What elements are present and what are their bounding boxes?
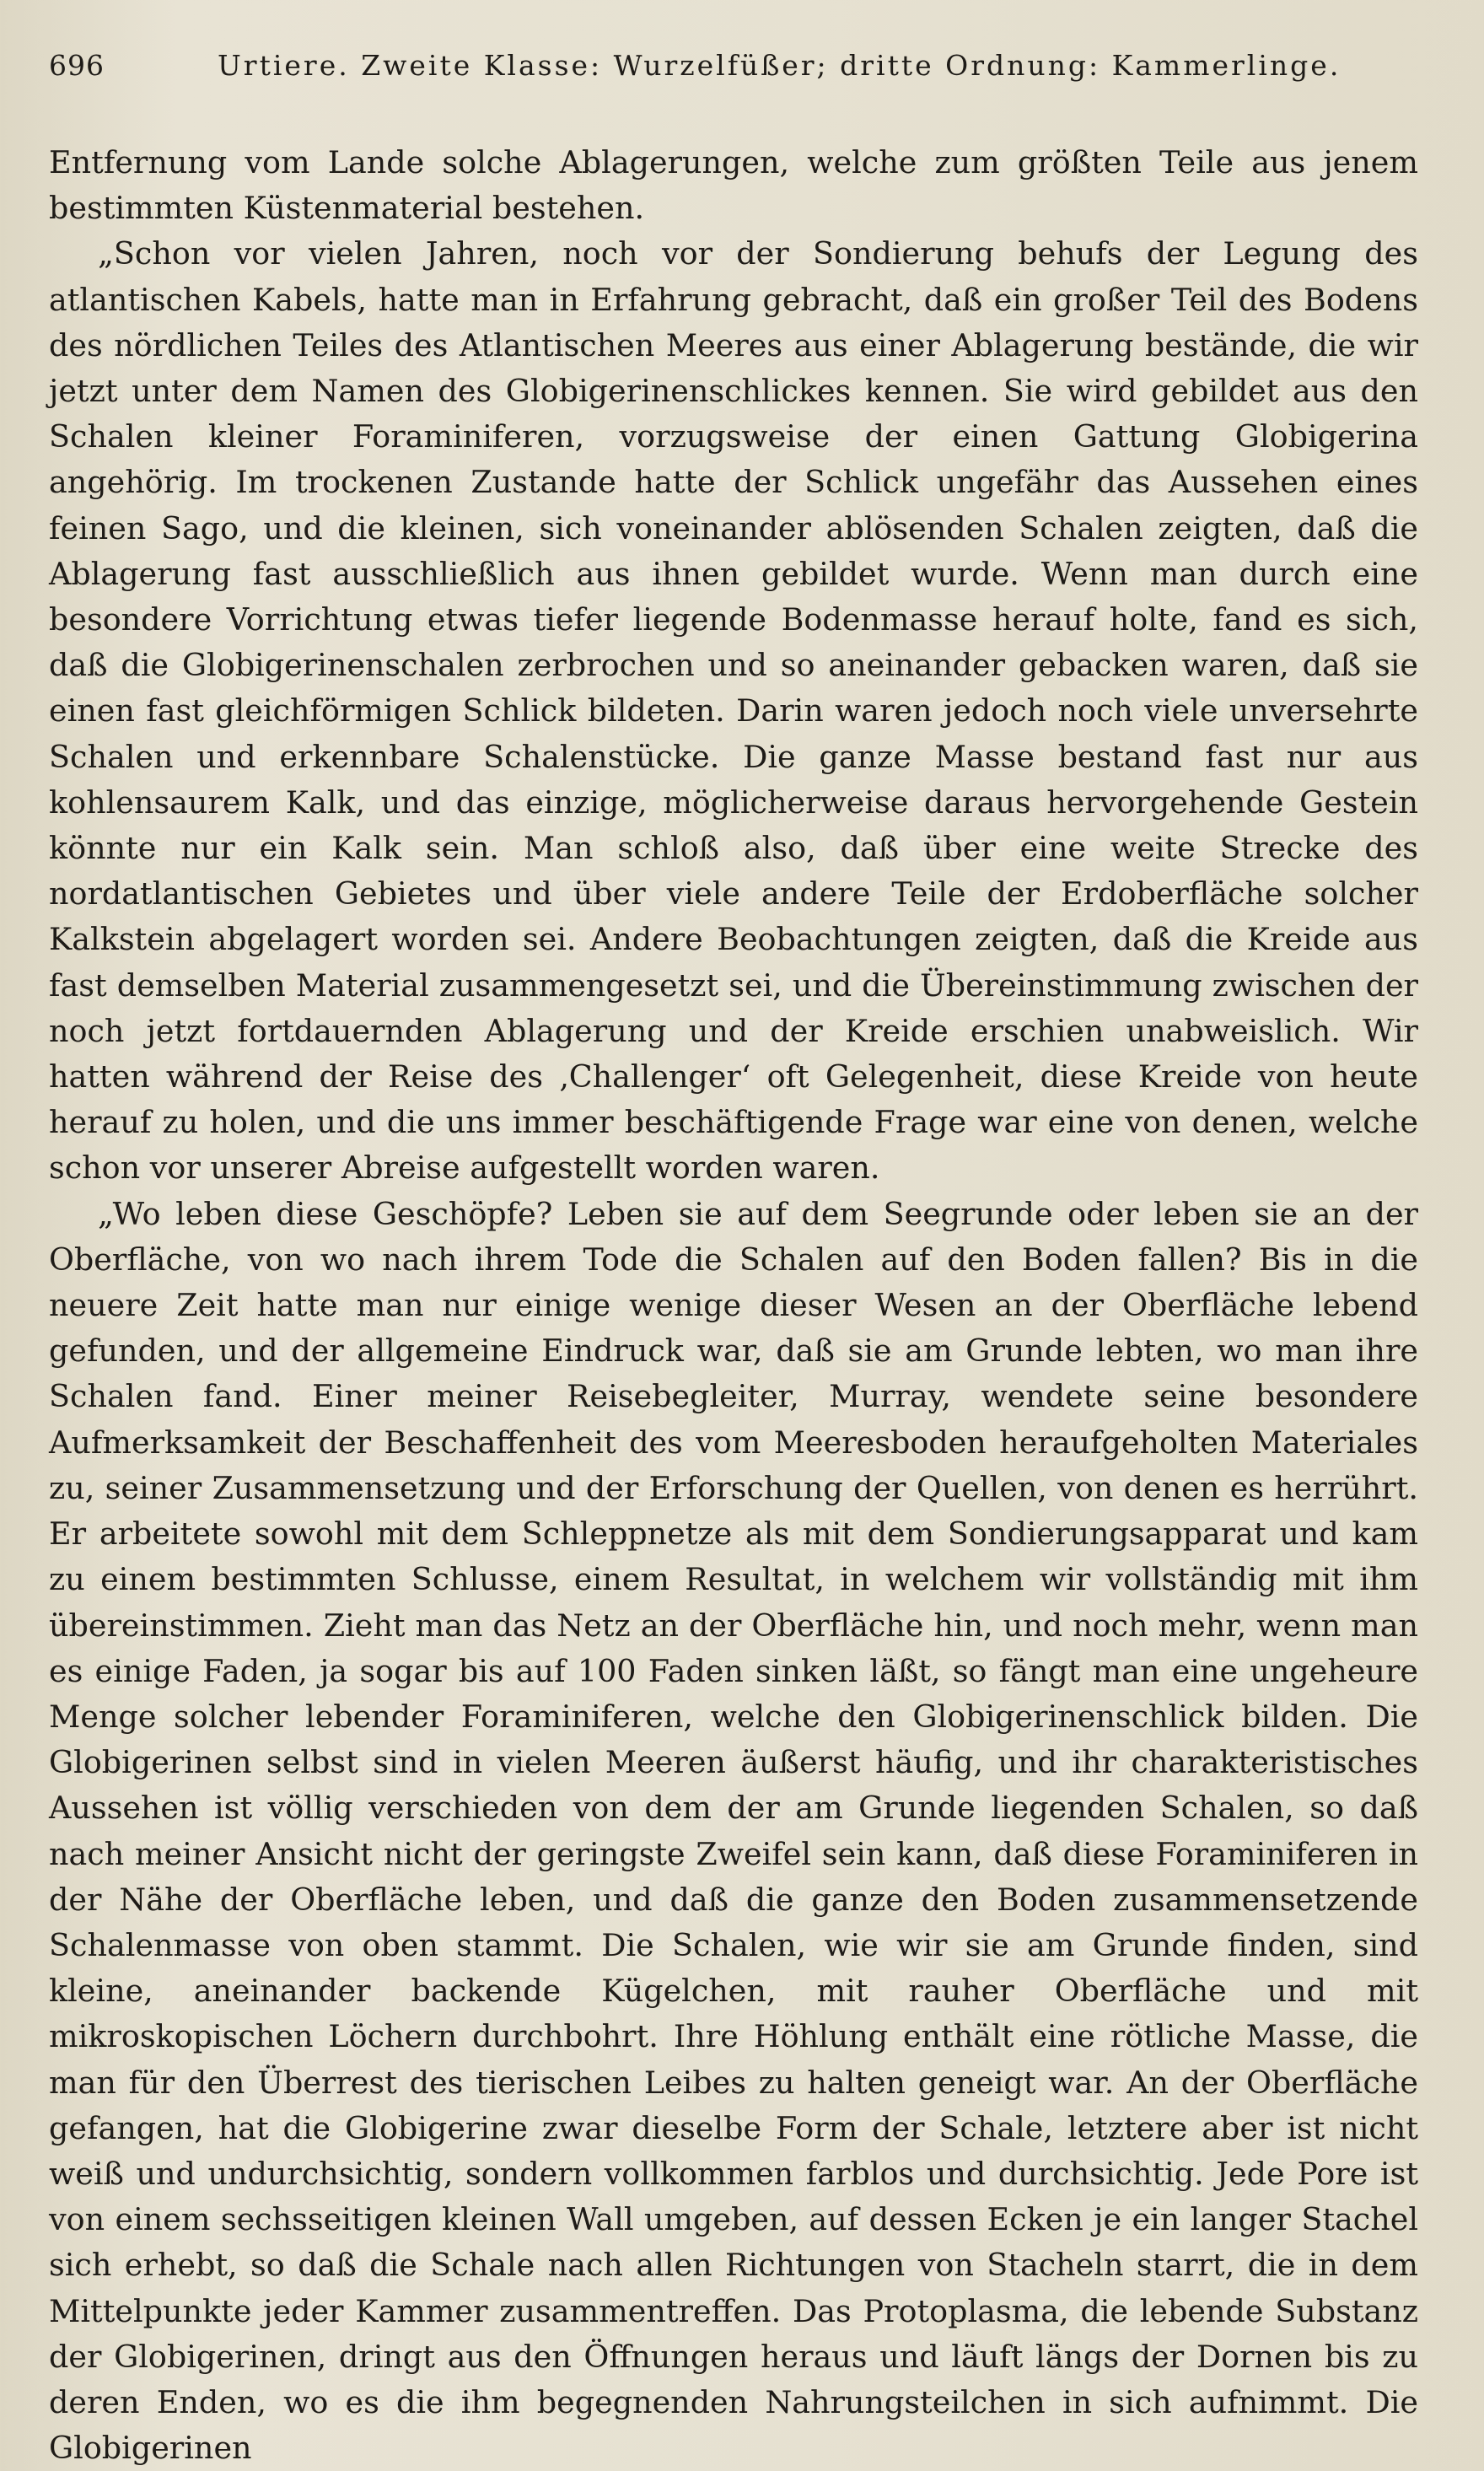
paragraph-globigerina-ooze: „Schon vor vielen Jahren, noch vor der Sondierung behufs der Legung des atlantischen Kabels, hatte man in Erfahrung gebracht, daß ein großer Teil des Bodens des nördlichen Teiles des Atlantischen Meeres aus einer Ablagerung bestände, die wir jetzt unter dem Namen des Globigerinenschlickes kennen. Sie wird gebildet aus den Schalen kleiner Foraminiferen, vorzugsweise der einen Gattung Globigerina angehörig. Im trockenen Zustande hatte der Schlick ungefähr das Aussehen eines feinen Sago, und die kleinen, sich voneinander ablösenden Schalen zeigten, daß die Ablagerung fast ausschließlich aus ihnen gebildet wurde. Wenn man durch eine besondere Vorrichtung etwas tiefer liegende Bodenmasse herauf holte, fand es sich, daß die Globigerinenschalen zerbrochen und so aneinander gebacken waren, daß sie einen fast gleichförmigen Schlick bildeten. Darin waren jedoch noch viele unversehrte Schalen und erkennbare Schalenstücke. Die ganze Masse bestand fast nur aus kohlensaurem Kalk, und das einzige, möglicherweise daraus hervorgehende Gestein könnte nur ein Kalk sein. Man schloß also, daß über eine weite Strecke des nordatlantischen Gebietes und über viele andere Teile der Erdoberfläche solcher Kalkstein abgelagert worden sei. Andere Beobachtungen zeigten, daß die Kreide aus fast demselben Material zusammengesetzt sei, und die Übereinstimmung zwischen der noch jetzt fortdauernden Ablagerung und der Kreide erschien unabweislich. Wir hatten während der Reise des ‚Challenger‘ oft Gelegenheit, diese Kreide von heute herauf zu holen, und die uns immer beschäftigende Frage war eine von denen, welche schon vor unserer Abreise aufgestellt worden waren. — [49, 235, 1418, 1187]
running-head — [49, 49, 1418, 100]
body-text — [49, 140, 1418, 2471]
running-title: Urtiere. Zweite Klasse: Wurzelfüßer; dritte Ordnung: Kammerlinge. — [218, 49, 1342, 82]
book-page — [49, 49, 1418, 2467]
paragraph-where-do-they-live: „Wo leben diese Geschöpfe? Leben sie auf dem Seegrunde oder leben sie an der Oberfläche, von wo nach ihrem Tode die Schalen auf den Boden fallen? Bis in die neuere Zeit hatte man nur einige wenige dieser Wesen an der Oberfläche lebend gefunden, und der allgemeine Eindruck war, daß sie am Grunde lebten, wo man ihre Schalen fand. Einer meiner Reisebegleiter, Murray, wendete seine besondere Aufmerksamkeit der Beschaffenheit des vom Meeresboden heraufgeholten Materiales zu, seiner Zusammensetzung und der Erforschung der Quellen, von denen es herrührt. Er arbeitete sowohl mit dem Schleppnetze als mit dem Sondierungsapparat und kam zu einem bestimmten Schlusse, einem Resultat, in welchem wir vollständig mit ihm übereinstimmen. Zieht man das Netz an der Oberfläche hin, und noch mehr, wenn man es einige Faden, ja sogar bis auf 100 Faden sinken läßt, so fängt man eine ungeheure Menge solcher lebender Foraminiferen, welche den Globigerinenschlick bilden. Die Globigerinen selbst sind in vielen Meeren äußerst häufig, und ihr charakteristisches Aussehen ist völlig verschieden von dem der am Grunde liegenden Schalen, so daß nach meiner Ansicht nicht der geringste Zweifel sein kann, daß diese Foraminiferen in der Nähe der Oberfläche leben, und daß die ganze den Boden zusammensetzende Schalenmasse von oben stammt. Die Schalen, wie wir sie am Grunde finden, sind kleine, aneinander backende Kügelchen, mit rauher Oberfläche und mit mikroskopischen Löchern durchbohrt. Ihre Höhlung enthält eine rötliche Masse, die man für den Überrest des tierischen Leibes zu halten geneigt war. An der Oberfläche gefangen, hat die Globigerine zwar dieselbe Form der Schale, letztere aber ist nicht weiß und undurchsichtig, sondern vollkommen farblos und durchsichtig. Jede Pore ist von einem sechsseitigen kleinen Wall umgeben, auf dessen Ecken je ein langer Stachel sich erhebt, so daß die Schale nach allen Richtungen von Stacheln starrt, die in dem Mittelpunkte jeder Kammer zusammentreffen. Das Protoplasma, die lebende Substanz der Globigerinen, dringt aus den Öffnungen heraus und läuft längs der Dornen bis zu deren Enden, wo es die ihm begegnenden Nahrungsteilchen in sich aufnimmt. Die Globigerinen — [49, 1195, 1418, 2467]
paragraph-continuation: Entfernung vom Lande solche Ablagerungen, welche zum größten Teile aus jenem bestimmten Küstenmaterial bestehen. — [49, 144, 1418, 227]
page-number: 696 — [49, 49, 105, 82]
